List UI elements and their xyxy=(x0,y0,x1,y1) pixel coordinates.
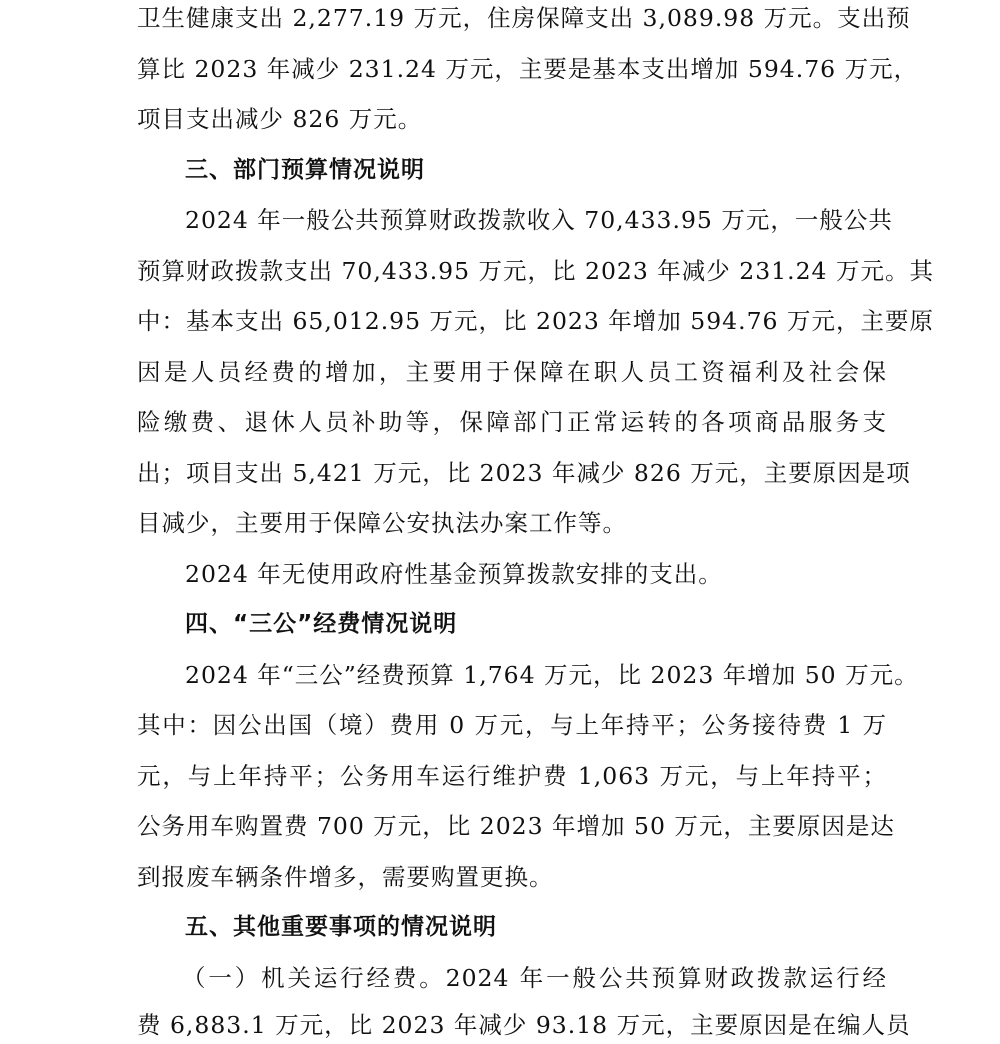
body-line: 到报废车辆条件增多，需要购置更换。 xyxy=(137,863,554,891)
body-line: 出；项目支出 5,421 万元，比 2023 年减少 826 万元，主要原因是项 xyxy=(137,459,911,487)
body-line: 预算财政拨款支出 70,433.95 万元，比 2023 年减少 231.24 万元。其 xyxy=(137,257,934,285)
body-line: 因是人员经费的增加，主要用于保障在职人员工资福利及社会保 xyxy=(137,358,887,386)
body-line: 中：基本支出 65,012.95 万元，比 2023 年增加 594.76 万元，主要原 xyxy=(137,307,934,335)
body-line: 2024 年一般公共预算财政拨款收入 70,433.95 万元，一般公共 xyxy=(185,206,893,234)
body-line: 目减少，主要用于保障公安执法办案工作等。 xyxy=(137,509,627,537)
section-heading: 三、部门预算情况说明 xyxy=(185,157,425,183)
body-line: 项目支出减少 826 万元。 xyxy=(137,105,423,133)
section-heading: 四、“三公”经费情况说明 xyxy=(185,611,458,637)
body-line: 元，与上年持平；公务用车运行维护费 1,063 万元，与上年持平； xyxy=(137,762,887,790)
section-heading: 五、其他重要事项的情况说明 xyxy=(185,914,497,940)
body-line: 险缴费、退休人员补助等，保障部门正常运转的各项商品服务支 xyxy=(137,408,887,436)
body-line: 2024 年“三公”经费预算 1,764 万元，比 2023 年增加 50 万元。 xyxy=(185,661,919,689)
body-line: 2024 年无使用政府性基金预算拨款安排的支出。 xyxy=(185,560,723,588)
body-line: 卫生健康支出 2,277.19 万元，住房保障支出 3,089.98 万元。支出预 xyxy=(137,4,911,32)
body-line: 费 6,883.1 万元，比 2023 年减少 93.18 万元，主要原因是在编人员 xyxy=(137,1011,911,1039)
body-line: 公务用车购置费 700 万元，比 2023 年增加 50 万元，主要原因是达 xyxy=(137,812,895,840)
body-line: （一）机关运行经费。2024 年一般公共预算财政拨款运行经 xyxy=(182,964,887,992)
body-line: 其中：因公出国（境）费用 0 万元，与上年持平；公务接待费 1 万 xyxy=(137,711,887,739)
body-line: 算比 2023 年减少 231.24 万元，主要是基本支出增加 594.76 万元， xyxy=(137,55,919,83)
